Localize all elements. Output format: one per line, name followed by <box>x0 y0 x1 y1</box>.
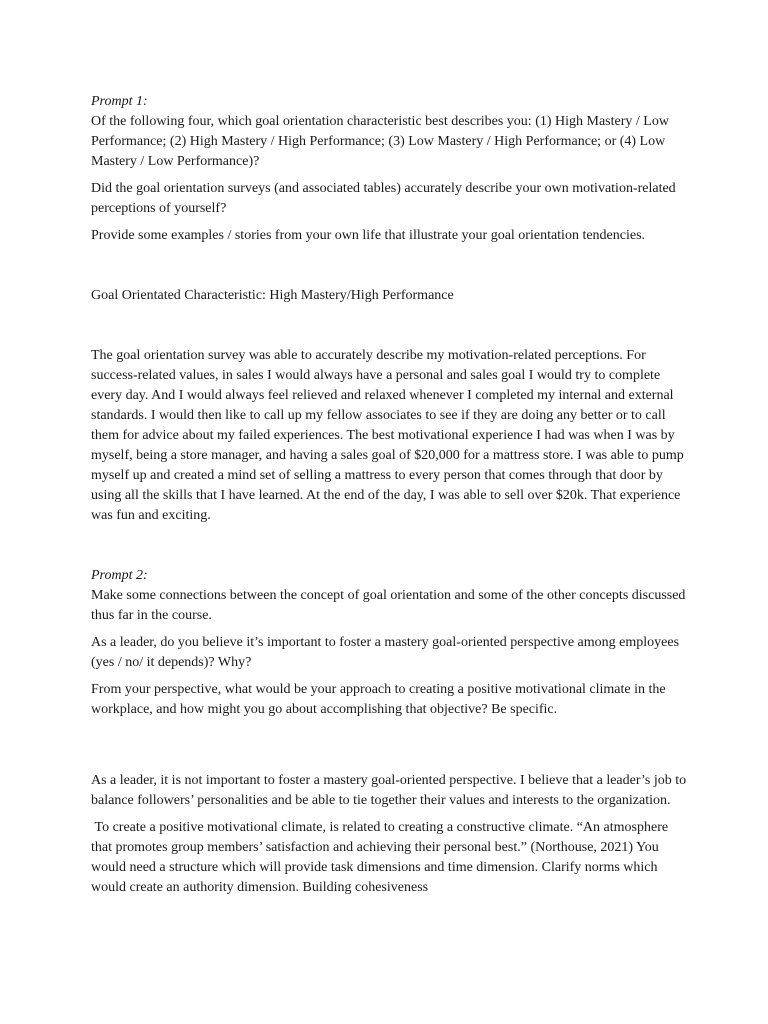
prompt-1-question-2: Did the goal orientation surveys (and associated tables) accurately describe your own motivation-related perceptions of yourself? <box>91 181 676 216</box>
goal-characteristic: Goal Orientated Characteristic: High Mastery/High Performance <box>91 288 454 303</box>
answer-2-paragraph-1: As a leader, it is not important to foster a mastery goal-oriented perspective. I believe that a leader’s job to balance followers’ personalities and be able to tie together their values and interests to the organization. <box>91 773 687 808</box>
spacer <box>91 533 691 566</box>
spacer <box>91 306 691 346</box>
spacer <box>91 727 691 771</box>
spacer <box>91 253 691 286</box>
prompt-1-question-1: Of the following four, which goal orientation characteristic best describes you: (1) High Mastery / Low Performance; (2) High Mastery / High Performance; (3) Low Mastery / High Performance; or (4) Low Mastery / Low Performance)? <box>91 114 669 169</box>
prompt-1-question-3: Provide some examples / stories from your own life that illustrate your goal orientation tendencies. <box>91 228 646 243</box>
prompt-2-question-3: From your perspective, what would be your approach to creating a positive motivational climate in the workplace, and how might you go about accomplishing that objective? Be specific. <box>91 682 666 717</box>
answer-1-paragraph: The goal orientation survey was able to accurately describe my motivation-related perceptions. For success-related values, in sales I would always have a personal and sales goal I would try to complete every day. And I would always feel relieved and relaxed whenever I completed my internal and external standards. I would then like to call up my fellow associates to see if they are doing any better or to call them for advice about my failed experiences. The best motivational experience I had was when I was by myself, being a store manager, and having a sales goal of $20,000 for a mattress store. I was able to pump myself up and created a mind set of selling a mattress to every person that comes through that door by using all the skills that I have learned. At the end of the day, I was able to sell over $20k. That experience was fun and exciting. <box>91 348 684 523</box>
prompt-2-question-2: As a leader, do you believe it’s important to foster a mastery goal-oriented perspective among employees (yes / no/ it depends)? Why? <box>91 635 680 670</box>
document-page <box>91 92 691 905</box>
prompt-2-label: Prompt 2: <box>91 568 148 583</box>
prompt-2-question-1: Make some connections between the concept of goal orientation and some of the other concepts discussed thus far in the course. <box>91 588 686 623</box>
prompt-1-label: Prompt 1: <box>91 94 148 109</box>
answer-2-paragraph-2: To create a positive motivational climate, is related to creating a constructive climate. “An atmosphere that promotes group members’ satisfaction and achieving their personal best.” (Northouse, 2021) You would need a structure which will provide task dimensions and time dimension. Clarify norms which would create an authority dimension. Building cohesiveness <box>91 820 672 895</box>
